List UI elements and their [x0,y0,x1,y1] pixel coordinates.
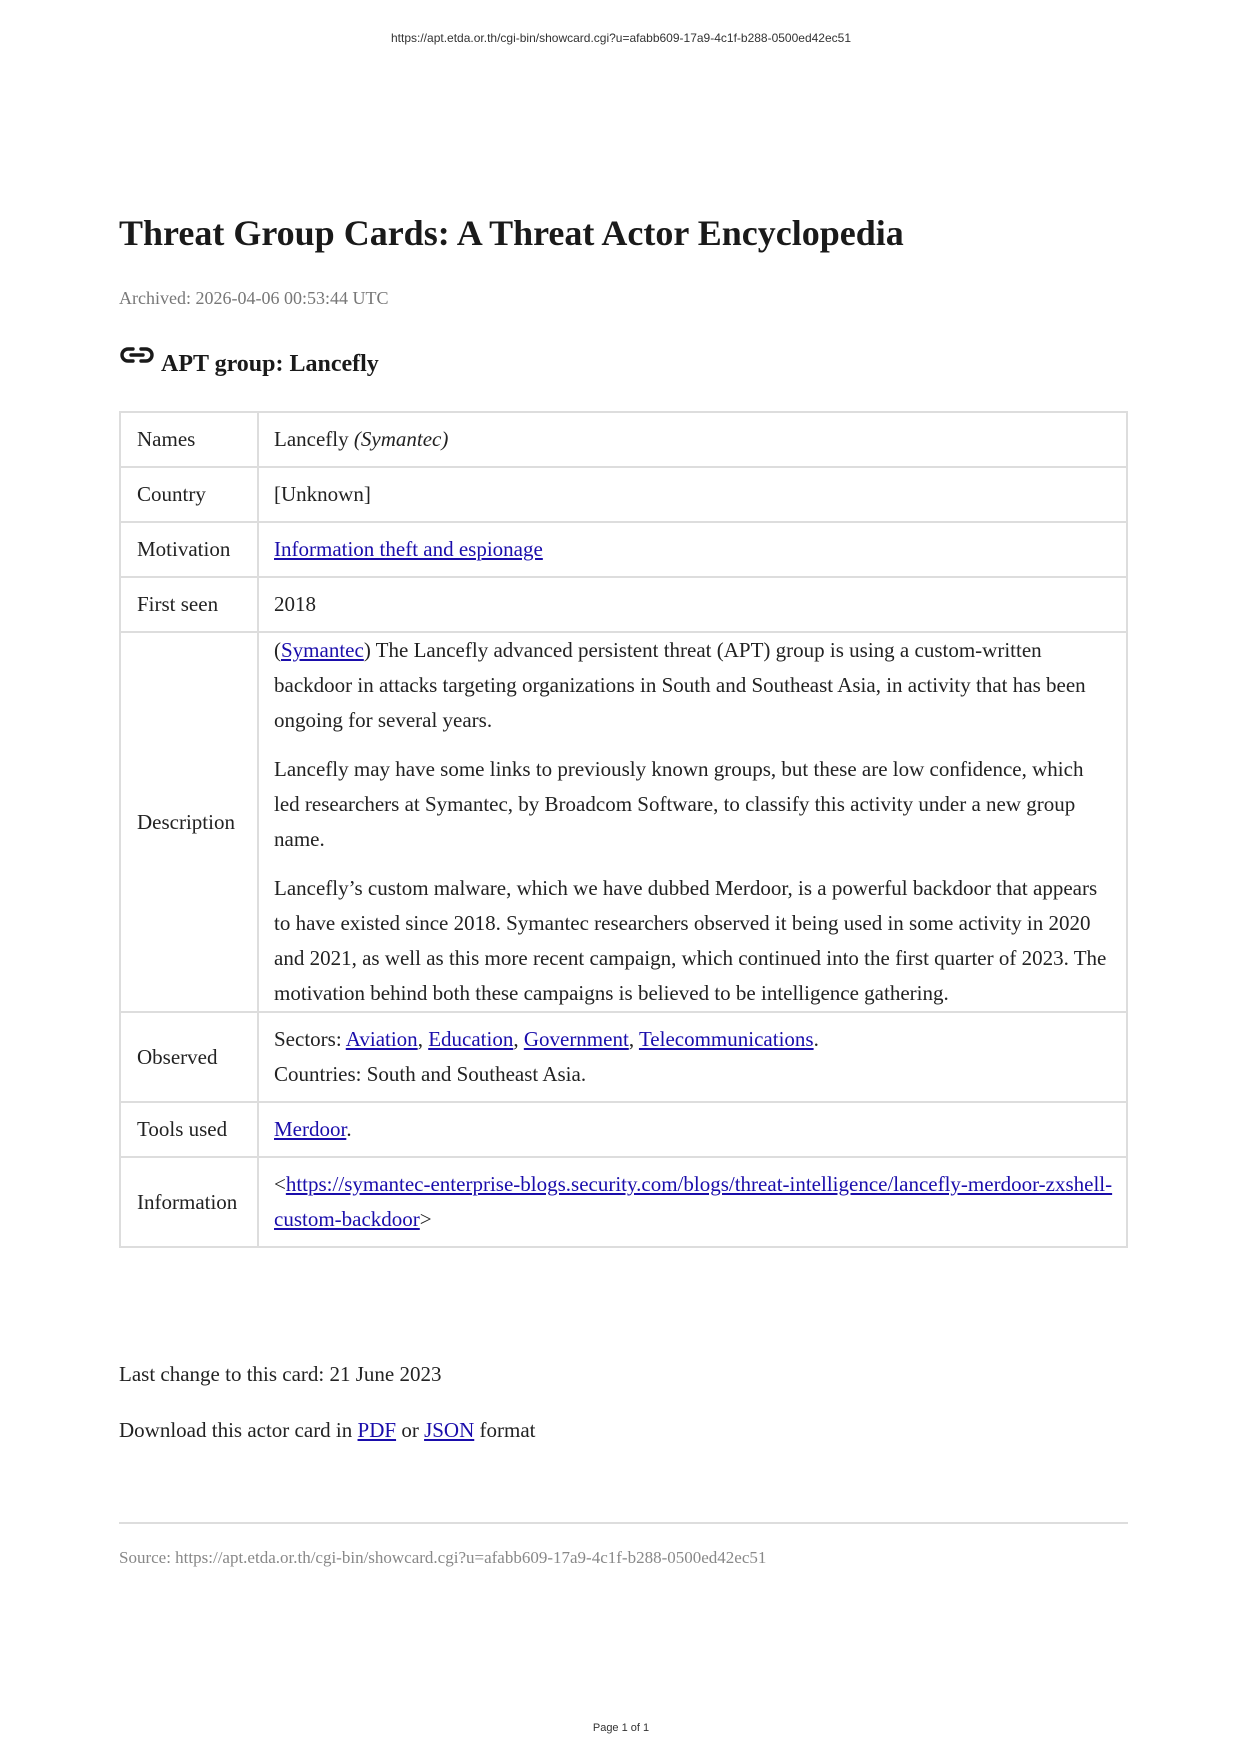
observed-value [258,1012,1127,1102]
first-seen-label: First seen [120,577,258,632]
motivation-value [258,522,1127,577]
description-paragraph: Lancefly may have some links to previously known groups, but these are low confidence, which led researchers at Symantec, by Broadcom Software, to classify this activity under a new group name. [274,757,1084,851]
tools-label: Tools used [120,1102,258,1157]
information-row [120,1157,1127,1247]
link-icon[interactable] [119,340,155,370]
information-link[interactable]: https://symantec-enterprise-blogs.security.com/blogs/threat-intelligence/lancefly-merdoor-zxshell-custom-backdoor [274,1172,1113,1231]
pdf-link[interactable]: PDF [357,1418,397,1442]
description-value [258,632,1127,1012]
motivation-link[interactable]: Information theft and espionage [274,537,543,561]
group-card-table [119,411,1128,1248]
apt-group-title: APT group: Lancefly [161,351,379,377]
sector-link-telecommunications[interactable]: Telecommunications [638,1027,814,1051]
names-row [120,412,1127,467]
names-value [258,412,1127,467]
first-seen-row [120,577,1127,632]
source-url: Source: https://apt.etda.or.th/cgi-bin/showcard.cgi?u=afabb609-17a9-4c1f-b288-0500ed42ec51 [119,1548,767,1567]
tools-value: Merdoor. [258,1102,1127,1157]
archived-timestamp: Archived: 2026-04-06 00:53:44 UTC [119,288,389,308]
page-title: Threat Group Cards: A Threat Actor Encyclopedia [119,213,904,253]
observed-sectors: Sectors: Aviation, Education, Government, Telecommunications. [274,1027,819,1051]
sector-link-education[interactable]: Education [428,1027,514,1051]
observed-countries: Countries: South and Southeast Asia. [274,1062,587,1086]
description-paragraph: (Symantec) The Lancefly advanced persistent threat (APT) group is using a custom-written backdoor in attacks targeting organizations in South and Southeast Asia, in activity that has been ongoing for several years. [274,638,1086,732]
description-row [120,632,1127,1012]
country-label: Country [120,467,258,522]
tools-row [120,1102,1127,1157]
download-line: Download this actor card in PDF or JSON format [119,1418,536,1442]
names-label: Names [120,412,258,467]
json-link[interactable]: JSON [424,1418,475,1442]
apt-group-heading [119,340,379,378]
divider [119,1522,1128,1524]
symantec-link[interactable]: Symantec [281,638,364,662]
group-name: Lancefly [274,427,349,451]
description-paragraph: Lancefly’s custom malware, which we have dubbed Merdoor, is a powerful backdoor that appears to have existed since 2018. Symantec researchers observed it being used in some activity in 2020 and 2021, as well as this more recent campaign, which continued into the first quarter of 2023. The motivation behind both these campaigns is believed to be intelligence gathering. [274,876,1107,1005]
description-label: Description [120,632,258,1012]
last-change: Last change to this card: 21 June 2023 [119,1362,442,1386]
information-value: <https://symantec-enterprise-blogs.security.com/blogs/threat-intelligence/lancefly-merdoor-zxshell-custom-backdoor> [258,1157,1127,1247]
country-value: [Unknown] [258,467,1127,522]
motivation-row [120,522,1127,577]
observed-label: Observed [120,1012,258,1102]
page-number: Page 1 of 1 [592,1722,650,1734]
observed-row [120,1012,1127,1102]
tool-link-merdoor[interactable]: Merdoor [274,1117,347,1141]
sector-link-government[interactable]: Government [523,1027,629,1051]
sector-link-aviation[interactable]: Aviation [345,1027,418,1051]
country-row [120,467,1127,522]
information-label: Information [120,1157,258,1247]
first-seen-value: 2018 [258,577,1127,632]
motivation-label: Motivation [120,522,258,577]
print-header-url: https://apt.etda.or.th/cgi-bin/showcard.cgi?u=afabb609-17a9-4c1f-b288-0500ed42ec51 [391,31,851,45]
name-source: (Symantec) [353,427,449,451]
